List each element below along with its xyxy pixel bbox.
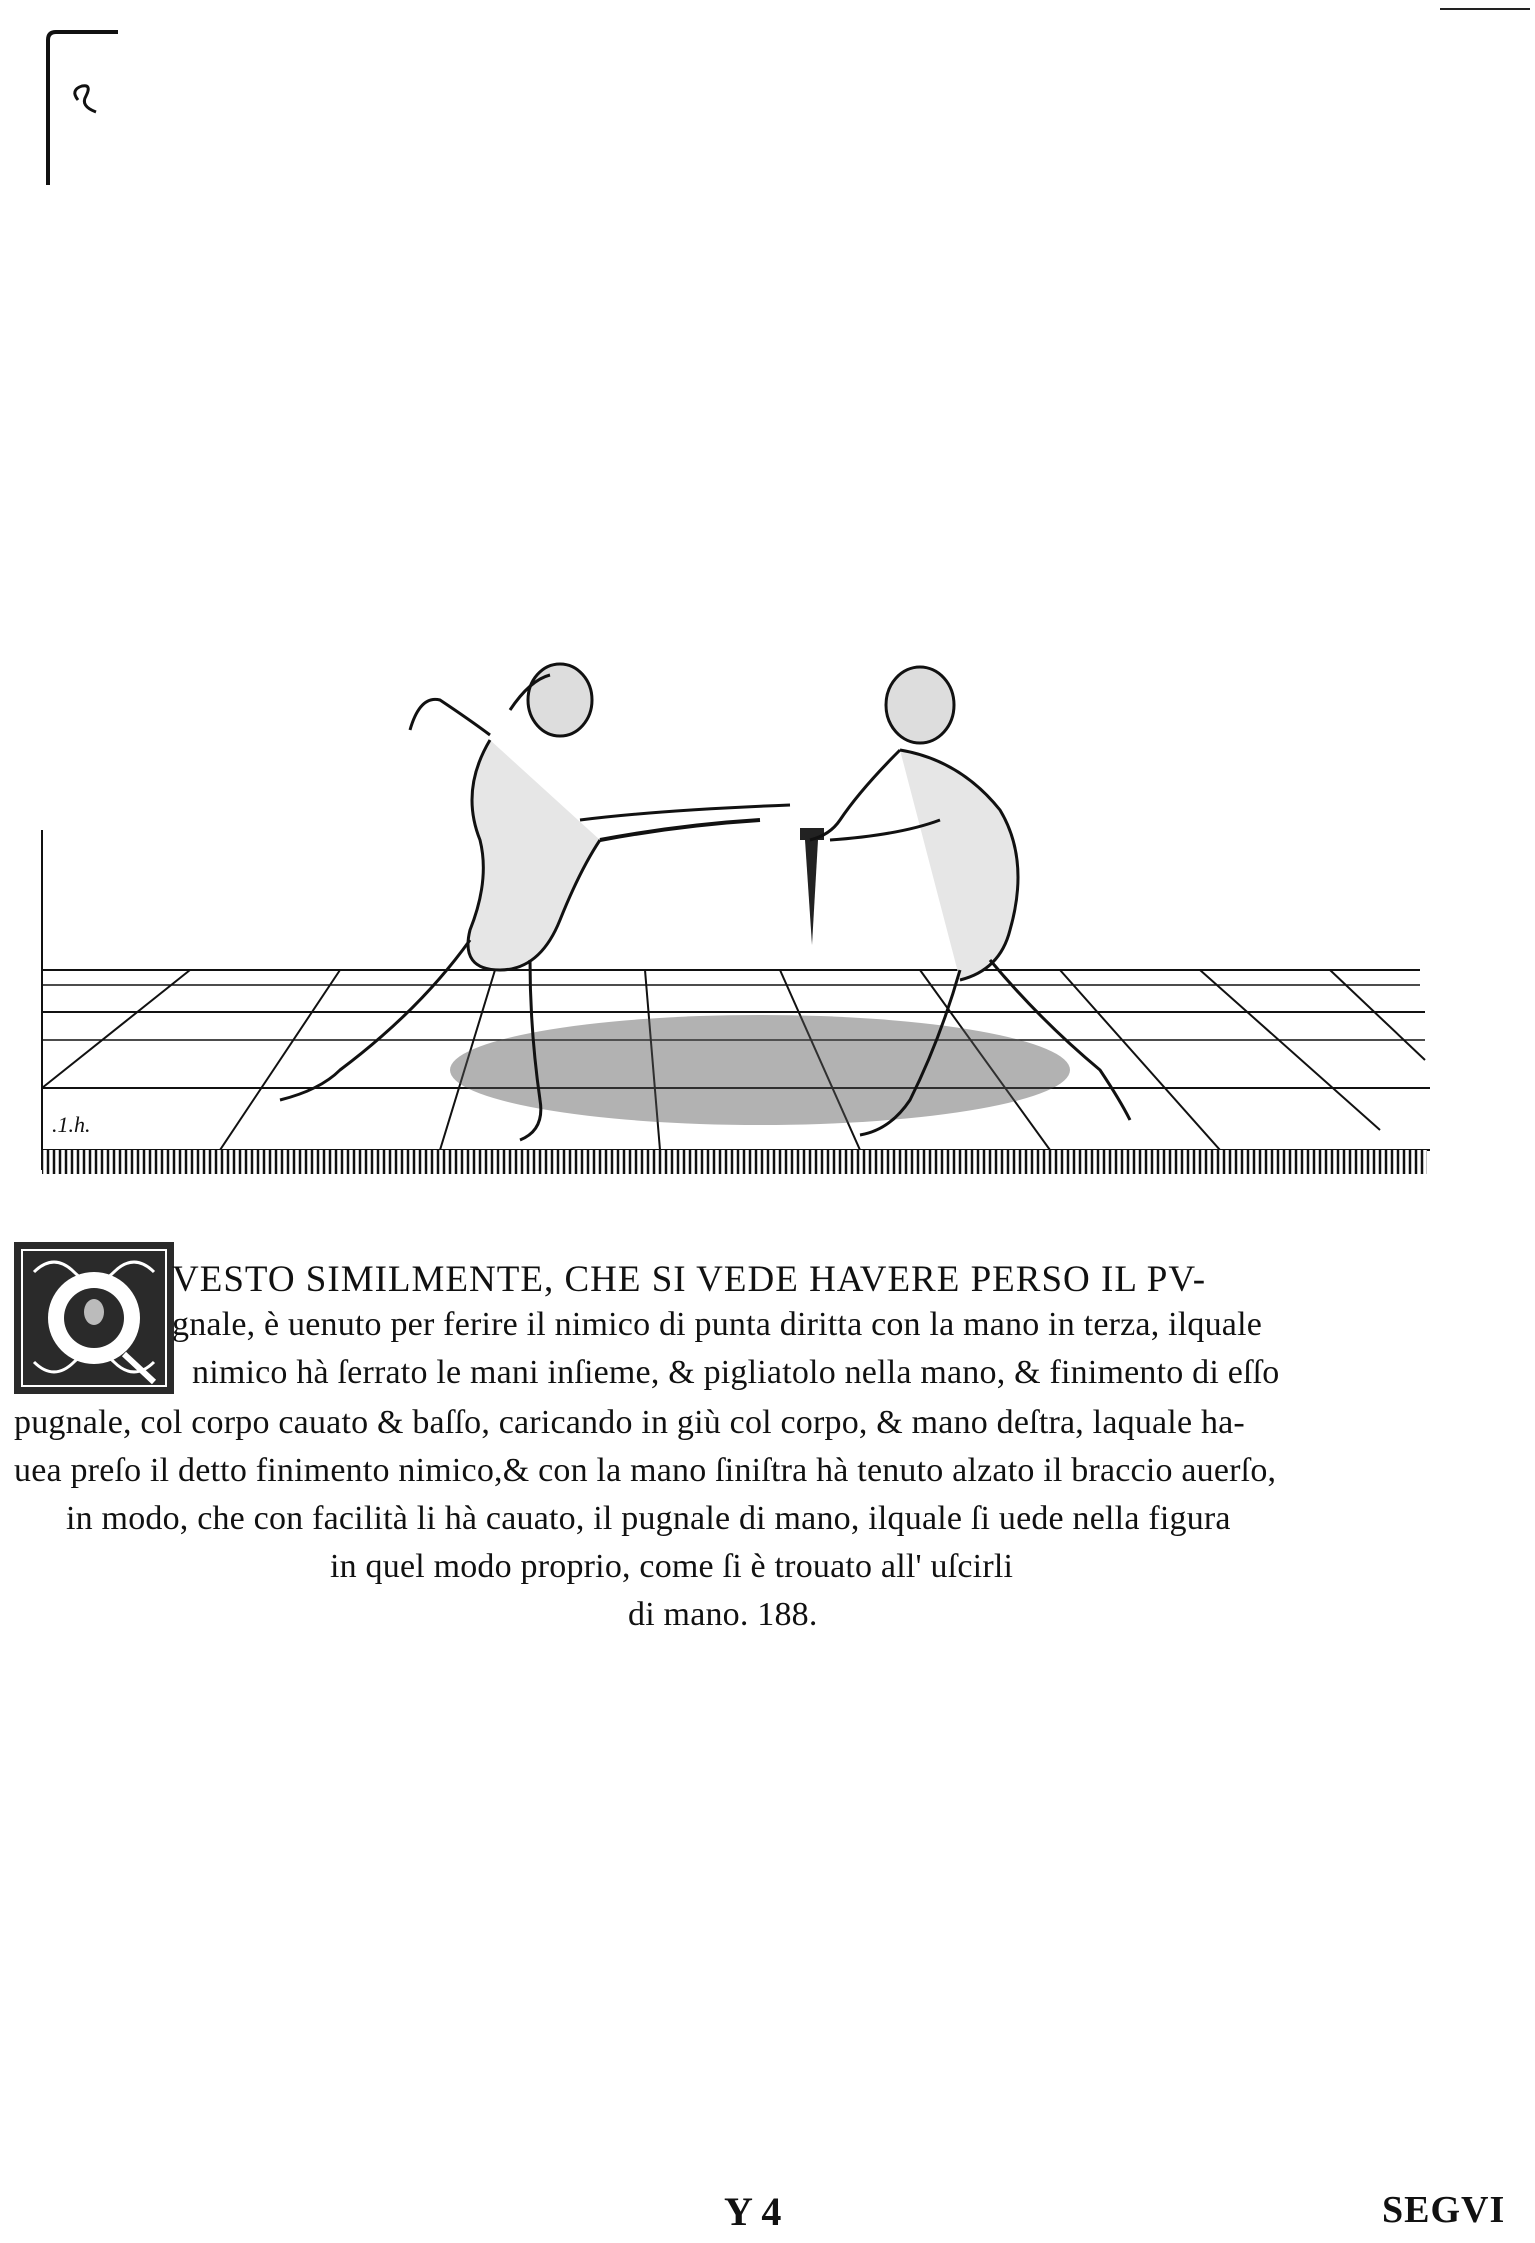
text-line-1: VESTO SIMILMENTE, CHE SI VEDE HAVERE PERSO IL PV- xyxy=(172,1259,1207,1300)
text-line-7: in quel modo proprio, come ſi è trouato all' uſcirli xyxy=(330,1548,1014,1585)
dagger xyxy=(800,828,824,945)
signature-mark: Y 4 xyxy=(724,2189,782,2234)
decorated-initial xyxy=(14,1242,174,1394)
text-line-6: in modo, che con facilità li hà cauato, il pugnale di mano, ilquale ſi uede nella figura xyxy=(66,1500,1231,1537)
text-line-8: di mano. 188. xyxy=(628,1596,818,1633)
text-line-2: gnale, è uenuto per ferire il nimico di punta diritta con la mano in terza, ilquale xyxy=(172,1306,1263,1343)
floor xyxy=(42,830,1430,1174)
plate-number: .1.h. xyxy=(52,1112,91,1137)
text-line-4: pugnale, col corpo cauato & baſſo, caricando in giù col corpo, & mano deſtra, laquale ha- xyxy=(14,1404,1245,1441)
corner-bracket-mark xyxy=(40,30,120,190)
catchword: SEGVI xyxy=(1382,2189,1506,2231)
engraving-illustration xyxy=(40,640,1430,1200)
text-line-5: uea preſo il detto finimento nimico,& con la mano ſiniſtra hà tenuto alzato il braccio auerſo, xyxy=(14,1452,1277,1489)
top-rule xyxy=(1440,8,1530,10)
text-line-3: nimico hà ſerrato le mani inſieme, & pigliatolo nella mano, & finimento di eſſo xyxy=(192,1354,1280,1391)
